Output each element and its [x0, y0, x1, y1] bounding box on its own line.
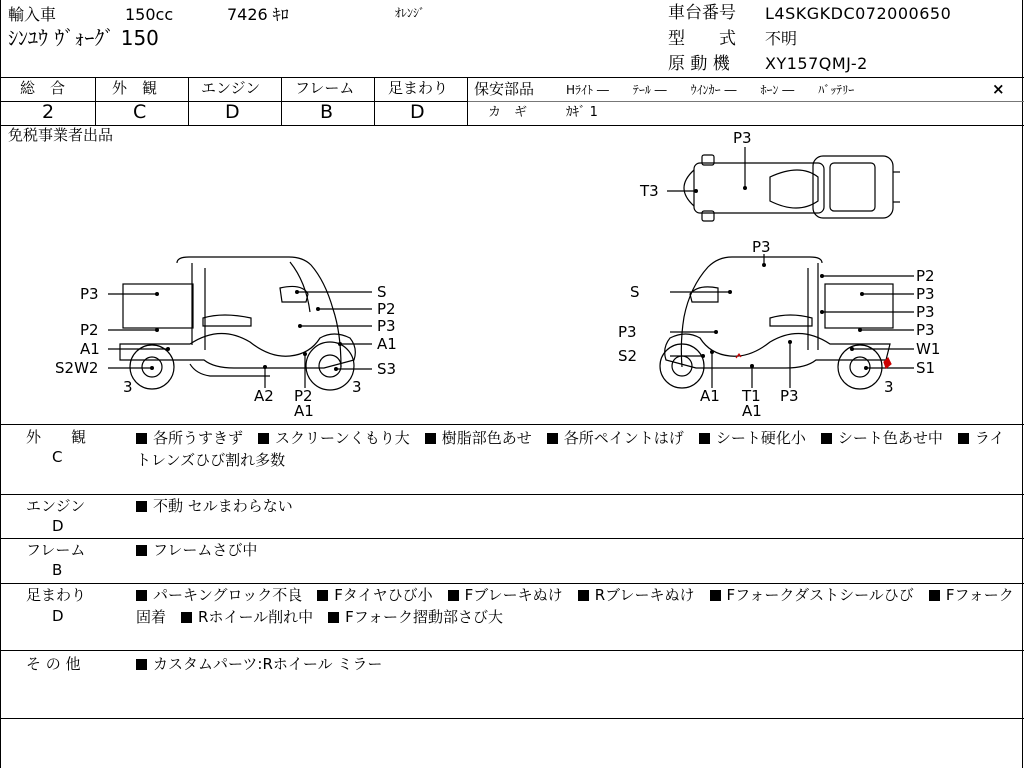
- top-view-diagram: [667, 147, 900, 221]
- bullet-square-icon: [317, 590, 328, 601]
- diagram-label: P2: [377, 300, 396, 318]
- diagram-label: P3: [916, 303, 935, 321]
- grade-suspension-value: D: [410, 101, 425, 123]
- diagram-label: W1: [916, 340, 941, 358]
- diagram-label: S2: [618, 347, 638, 365]
- key-label: カ ギ: [488, 105, 528, 120]
- remarks-suspension: [136, 584, 1016, 628]
- remarks-other: [136, 653, 1016, 675]
- remark-item: スクリーンくもり大: [258, 429, 410, 447]
- diagram-label: P3: [916, 285, 935, 303]
- defect-point-dots: [150, 182, 868, 371]
- bullet-square-icon: [328, 612, 339, 623]
- diagram-label: S1: [916, 359, 936, 377]
- remark-item: Fフォーク摺動部さび大: [328, 608, 503, 626]
- bullet-square-icon: [425, 433, 436, 444]
- diagram-label: P3: [80, 285, 99, 303]
- key-value: ｶｷﾞ 1: [566, 105, 598, 120]
- diagram-label: P3: [377, 317, 396, 335]
- bullet-square-icon: [958, 433, 969, 444]
- remark-item: フレームさび中: [136, 541, 257, 559]
- grade-total-label: 総 合: [20, 79, 66, 97]
- body-color: ｵﾚﾝｼﾞ: [395, 6, 426, 20]
- grade-total-value: 2: [42, 101, 55, 123]
- diagram-label: 3: [884, 378, 894, 396]
- section-grade: C: [52, 448, 63, 466]
- bullet-square-icon: [448, 590, 459, 601]
- mileage: 7426 ｷﾛ: [227, 5, 289, 24]
- section-grade: D: [52, 517, 64, 535]
- grade-exterior-label: 外 観: [112, 79, 158, 97]
- grade-frame-label: フレーム: [295, 79, 355, 97]
- import-label: 輸入車: [8, 5, 57, 24]
- diagram-label: S: [377, 283, 387, 301]
- displacement: 150cc: [125, 5, 174, 24]
- remark-item: Fフォークダストシールひび: [710, 586, 914, 604]
- frame-no: L4SKGKDC072000650: [765, 4, 952, 23]
- diagram-label: T1: [742, 387, 761, 405]
- bullet-square-icon: [258, 433, 269, 444]
- diagram-label: P3: [780, 387, 799, 405]
- safety-items: Hﾗｲﾄ ― ﾃｰﾙ ― ｳｲﾝｶｰ ― ﾎｰﾝ ― ﾊﾞｯﾃﾘｰ: [566, 83, 855, 97]
- type-value: 不明: [765, 29, 798, 48]
- diagram-label: P2: [294, 387, 313, 405]
- type-label: 型 式: [668, 29, 736, 49]
- diagram-label: T3: [640, 182, 659, 200]
- diagram-label: 3: [123, 378, 133, 396]
- remarks-frame: [136, 539, 1016, 561]
- section-grade: D: [52, 607, 64, 625]
- bullet-square-icon: [136, 545, 147, 556]
- diagram-label: P3: [733, 129, 752, 147]
- diagram-label: A1: [742, 402, 762, 420]
- grade-frame-value: B: [320, 101, 334, 123]
- remark-item: シート色あせ中: [821, 429, 943, 447]
- remark-item: 不動 セルまわらない: [136, 497, 293, 515]
- diagram-label: A2: [254, 387, 274, 405]
- bullet-square-icon: [821, 433, 832, 444]
- diagram-label: S3: [377, 360, 397, 378]
- remark-item: Rホイール削れ中: [181, 608, 313, 626]
- battery-mark: ×: [992, 80, 1005, 98]
- section-grade: B: [52, 561, 63, 579]
- remark-item: パーキングロック不良: [136, 586, 302, 604]
- bullet-square-icon: [578, 590, 589, 601]
- diagram-label: P3: [618, 323, 637, 341]
- remark-item: Fフォーク固着: [136, 586, 1014, 626]
- bullet-square-icon: [136, 590, 147, 601]
- remark-item: カスタムパーツ:Rホイール ミラー: [136, 655, 382, 673]
- model-name: ｼﾝﾕｳ ｳﾞｫｰｸﾞ 150: [8, 26, 159, 50]
- section-label: フレーム: [26, 541, 86, 559]
- bullet-square-icon: [136, 501, 147, 512]
- grade-suspension-label: 足まわり: [388, 79, 449, 97]
- remark-item: 各所ペイントはげ: [547, 429, 684, 447]
- grade-exterior-value: C: [133, 101, 147, 123]
- bullet-square-icon: [710, 590, 721, 601]
- grade-engine-value: D: [225, 101, 240, 123]
- diagram-label: S2W2: [55, 359, 99, 377]
- remark-item: 樹脂部色あせ: [425, 429, 532, 447]
- engine-label: 原 動 機: [668, 54, 730, 74]
- bullet-square-icon: [136, 433, 147, 444]
- remark-item: Fブレーキぬけ: [448, 586, 563, 604]
- diagram-label: A1: [294, 402, 314, 420]
- bullet-square-icon: [699, 433, 710, 444]
- section-label: 外 観: [26, 428, 87, 446]
- safety-label: 保安部品: [474, 80, 535, 98]
- engine-value: XY157QMJ-2: [765, 54, 868, 73]
- remark-item: Fタイヤひび小: [317, 586, 432, 604]
- diagram-label: P3: [752, 238, 771, 256]
- remark-item: 各所うすきず: [136, 429, 243, 447]
- grade-engine-label: エンジン: [201, 79, 261, 97]
- diagram-label: 3: [352, 378, 362, 396]
- section-label: 足まわり: [26, 586, 87, 604]
- bullet-square-icon: [181, 612, 192, 623]
- remarks-exterior: [136, 427, 1016, 471]
- diagram-label: P3: [916, 321, 935, 339]
- section-label: エンジン: [26, 497, 86, 515]
- bullet-square-icon: [929, 590, 940, 601]
- diagram-label: P2: [916, 267, 935, 285]
- diagram-label: A1: [700, 387, 720, 405]
- remark-item: Rブレーキぬけ: [578, 586, 695, 604]
- remark-item: ライトレンズひび割れ多数: [136, 429, 1005, 469]
- tax-note: 免税事業者出品: [8, 126, 114, 144]
- diagram-label: A1: [80, 340, 100, 358]
- frame-no-label: 車台番号: [668, 3, 736, 23]
- diagram-label: S: [630, 283, 640, 301]
- bullet-square-icon: [547, 433, 558, 444]
- diagram-label: P2: [80, 321, 99, 339]
- section-label: そ の 他: [26, 655, 81, 673]
- remark-item: シート硬化小: [699, 429, 806, 447]
- bullet-square-icon: [136, 659, 147, 670]
- diagram-label: A1: [377, 335, 397, 353]
- remarks-engine: [136, 495, 1016, 517]
- right-side-diagram: [660, 254, 914, 389]
- left-side-diagram: [108, 257, 372, 390]
